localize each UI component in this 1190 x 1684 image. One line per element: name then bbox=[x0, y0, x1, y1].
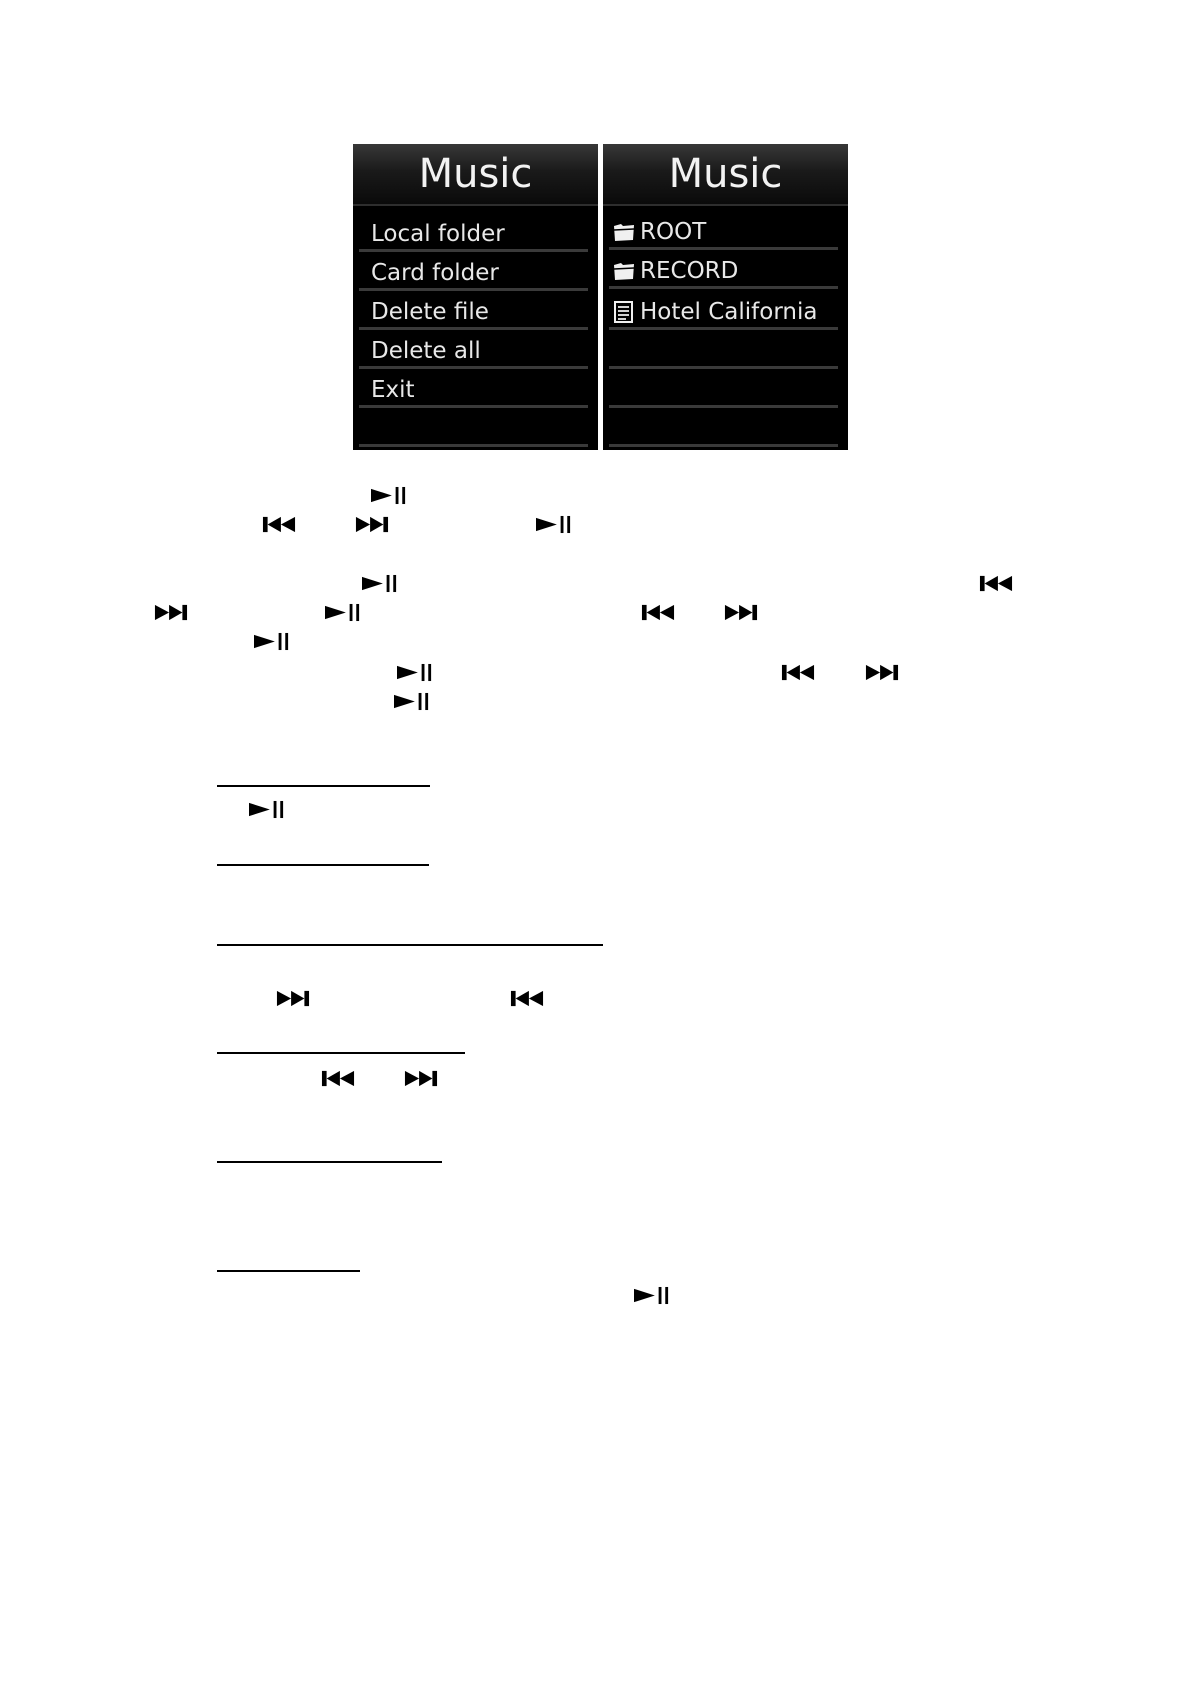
screen-header bbox=[353, 144, 598, 206]
menu-item-card-folder[interactable] bbox=[359, 255, 588, 291]
row-divider bbox=[359, 444, 588, 447]
section-heading-underline bbox=[217, 1161, 442, 1163]
row-divider bbox=[609, 247, 838, 250]
previous-track-icon bbox=[979, 574, 1013, 593]
section-heading-underline bbox=[217, 1052, 465, 1054]
row-divider bbox=[609, 444, 838, 447]
folder-label: RECORD bbox=[640, 258, 739, 284]
section-heading-underline bbox=[217, 944, 603, 946]
screen-title: Music bbox=[418, 151, 533, 197]
row-divider bbox=[359, 405, 588, 408]
play-pause-icon bbox=[362, 574, 398, 593]
section-heading-underline bbox=[217, 1270, 360, 1272]
menu-item-delete-all[interactable] bbox=[359, 333, 588, 369]
previous-track-icon bbox=[641, 603, 675, 622]
row-divider bbox=[609, 405, 838, 408]
play-pause-icon bbox=[325, 603, 361, 622]
previous-track-icon bbox=[262, 515, 296, 534]
row-divider bbox=[609, 366, 838, 369]
previous-track-icon bbox=[781, 663, 815, 682]
folder-icon bbox=[612, 220, 636, 244]
menu-item-exit[interactable] bbox=[359, 372, 588, 408]
play-pause-icon bbox=[254, 632, 290, 651]
next-track-icon bbox=[154, 603, 188, 622]
play-pause-icon bbox=[394, 692, 430, 711]
section-heading-underline bbox=[217, 864, 429, 866]
list-item-empty bbox=[609, 411, 838, 447]
menu-item-empty bbox=[359, 411, 588, 447]
list-item-empty bbox=[609, 372, 838, 408]
row-divider bbox=[609, 286, 838, 289]
folder-item-root[interactable] bbox=[609, 214, 838, 250]
previous-track-icon bbox=[321, 1069, 355, 1088]
next-track-icon bbox=[404, 1069, 438, 1088]
folder-item-record[interactable] bbox=[609, 253, 838, 289]
folder-icon bbox=[612, 259, 636, 283]
next-track-icon bbox=[276, 989, 310, 1008]
menu-item-label: Exit bbox=[371, 377, 415, 403]
play-pause-icon bbox=[536, 515, 572, 534]
next-track-icon bbox=[865, 663, 899, 682]
menu-item-delete-file[interactable] bbox=[359, 294, 588, 330]
screen-header bbox=[603, 144, 848, 206]
music-menu-screen bbox=[353, 144, 598, 450]
play-pause-icon bbox=[634, 1286, 670, 1305]
list-item-empty bbox=[609, 333, 838, 369]
menu-item-label: Delete all bbox=[371, 338, 481, 364]
row-divider bbox=[359, 288, 588, 291]
play-pause-icon bbox=[371, 486, 407, 505]
row-divider bbox=[609, 327, 838, 330]
menu-item-label: Delete file bbox=[371, 299, 489, 325]
file-item-hotel-california[interactable] bbox=[609, 294, 838, 330]
folder-label: ROOT bbox=[640, 219, 707, 245]
screen-title: Music bbox=[668, 151, 783, 197]
row-divider bbox=[359, 249, 588, 252]
next-track-icon bbox=[355, 515, 389, 534]
next-track-icon bbox=[724, 603, 758, 622]
file-label: Hotel California bbox=[640, 299, 818, 325]
previous-track-icon bbox=[510, 989, 544, 1008]
music-browser-screen bbox=[603, 144, 848, 450]
menu-item-label: Local folder bbox=[371, 221, 505, 247]
row-divider bbox=[359, 327, 588, 330]
music-file-icon bbox=[612, 300, 636, 324]
menu-item-label: Card folder bbox=[371, 260, 499, 286]
play-pause-icon bbox=[397, 663, 433, 682]
menu-item-local-folder[interactable] bbox=[359, 216, 588, 252]
play-pause-icon bbox=[249, 800, 285, 819]
row-divider bbox=[359, 366, 588, 369]
section-heading-underline bbox=[217, 785, 430, 787]
